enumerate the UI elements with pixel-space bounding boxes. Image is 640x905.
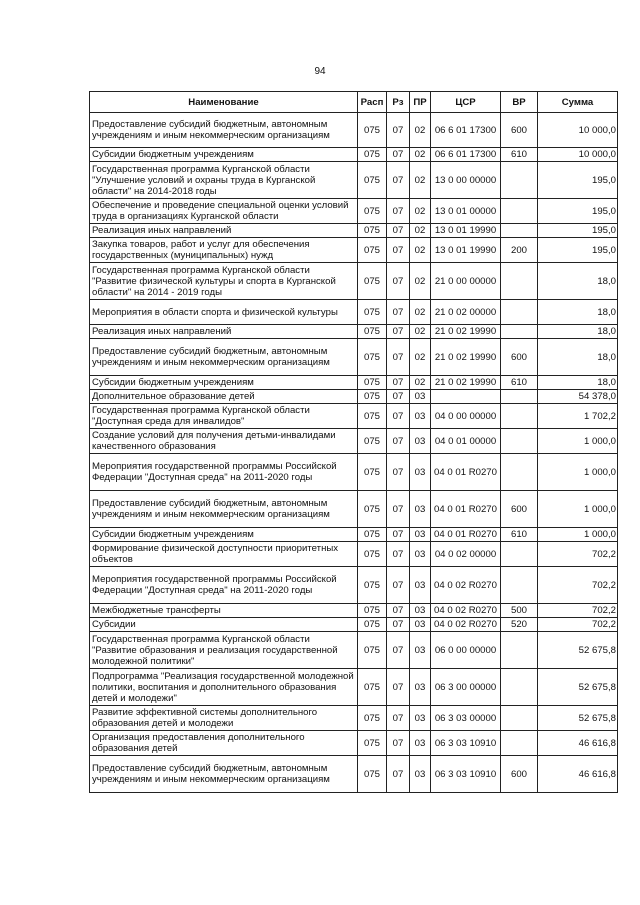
row-sum: 54 378,0	[538, 390, 618, 404]
row-rasp: 075	[358, 339, 387, 376]
table-row	[90, 224, 618, 238]
row-csr: 21 0 00 00000	[431, 263, 501, 300]
row-sum: 18,0	[538, 339, 618, 376]
row-name: Предоставление субсидий бюджетным, автономным учреждениям и иным некоммерческим организациям	[90, 491, 358, 528]
row-name: Реализация иных направлений	[90, 224, 358, 238]
row-rz: 07	[387, 454, 410, 491]
row-csr: 04 0 01 R0270	[431, 491, 501, 528]
row-pr: 02	[410, 339, 431, 376]
row-rasp: 075	[358, 528, 387, 542]
row-csr: 21 0 02 00000	[431, 300, 501, 325]
row-pr: 03	[410, 491, 431, 528]
row-vr	[501, 632, 538, 669]
row-rasp: 075	[358, 238, 387, 263]
row-rasp: 075	[358, 706, 387, 731]
row-rasp: 075	[358, 113, 387, 148]
table-row	[90, 429, 618, 454]
table-row	[90, 325, 618, 339]
table-row	[90, 632, 618, 669]
table-row	[90, 390, 618, 404]
row-name: Предоставление субсидий бюджетным, автономным учреждениям и иным некоммерческим организациям	[90, 113, 358, 148]
row-name: Предоставление субсидий бюджетным, автономным учреждениям и иным некоммерческим организациям	[90, 756, 358, 793]
row-csr: 04 0 01 R0270	[431, 528, 501, 542]
table-row	[90, 454, 618, 491]
row-rasp: 075	[358, 325, 387, 339]
table-row	[90, 238, 618, 263]
row-name: Подпрограмма "Реализация государственной молодежной политики, воспитания и дополнительного образования детей и молодежи"	[90, 669, 358, 706]
row-rz: 07	[387, 756, 410, 793]
row-sum: 52 675,8	[538, 706, 618, 731]
row-vr: 610	[501, 148, 538, 162]
row-sum: 702,2	[538, 604, 618, 618]
row-name: Государственная программа Курганской области "Улучшение условий и охраны труда в Курганской области" на 2014-2018 годы	[90, 162, 358, 199]
row-rz: 07	[387, 376, 410, 390]
header-vr: ВР	[501, 92, 538, 113]
header-rz: Рз	[387, 92, 410, 113]
row-vr: 520	[501, 618, 538, 632]
row-pr: 03	[410, 756, 431, 793]
table-row	[90, 618, 618, 632]
row-csr: 13 0 00 00000	[431, 162, 501, 199]
row-rz: 07	[387, 224, 410, 238]
row-sum: 1 000,0	[538, 528, 618, 542]
row-rz: 07	[387, 113, 410, 148]
row-pr: 02	[410, 224, 431, 238]
row-rz: 07	[387, 618, 410, 632]
row-vr: 600	[501, 491, 538, 528]
row-rasp: 075	[358, 756, 387, 793]
row-csr: 21 0 02 19990	[431, 339, 501, 376]
header-csr: ЦСР	[431, 92, 501, 113]
table-row	[90, 604, 618, 618]
row-pr: 03	[410, 429, 431, 454]
row-sum: 52 675,8	[538, 632, 618, 669]
row-name: Государственная программа Курганской области "Развитие образования и реализация государственной молодежной политики"	[90, 632, 358, 669]
row-vr: 600	[501, 756, 538, 793]
row-sum: 52 675,8	[538, 669, 618, 706]
row-rz: 07	[387, 300, 410, 325]
row-sum: 46 616,8	[538, 756, 618, 793]
row-sum: 10 000,0	[538, 113, 618, 148]
table-row	[90, 669, 618, 706]
table-header-row	[90, 92, 618, 113]
row-rasp: 075	[358, 404, 387, 429]
row-rasp: 075	[358, 731, 387, 756]
row-sum: 195,0	[538, 199, 618, 224]
row-csr: 06 3 03 10910	[431, 731, 501, 756]
row-pr: 02	[410, 199, 431, 224]
row-pr: 02	[410, 113, 431, 148]
budget-table	[89, 91, 618, 793]
table-row	[90, 300, 618, 325]
row-vr	[501, 429, 538, 454]
table-row	[90, 339, 618, 376]
row-csr: 04 0 02 R0270	[431, 604, 501, 618]
row-rz: 07	[387, 528, 410, 542]
table-row	[90, 404, 618, 429]
table-row	[90, 113, 618, 148]
row-sum: 18,0	[538, 376, 618, 390]
row-sum: 702,2	[538, 567, 618, 604]
table-row	[90, 706, 618, 731]
row-pr: 02	[410, 148, 431, 162]
row-name: Закупка товаров, работ и услуг для обеспечения государственных (муниципальных) нужд	[90, 238, 358, 263]
row-sum: 195,0	[538, 162, 618, 199]
row-rasp: 075	[358, 429, 387, 454]
header-rasp: Расп	[358, 92, 387, 113]
row-vr	[501, 390, 538, 404]
row-vr: 610	[501, 528, 538, 542]
row-rasp: 075	[358, 162, 387, 199]
row-sum: 1 702,2	[538, 404, 618, 429]
row-vr	[501, 162, 538, 199]
row-name: Субсидии	[90, 618, 358, 632]
row-sum: 18,0	[538, 300, 618, 325]
row-sum: 46 616,8	[538, 731, 618, 756]
row-name: Государственная программа Курганской области "Доступная среда для инвалидов"	[90, 404, 358, 429]
row-sum: 18,0	[538, 263, 618, 300]
row-vr	[501, 567, 538, 604]
table-row	[90, 263, 618, 300]
row-rasp: 075	[358, 390, 387, 404]
row-pr: 03	[410, 528, 431, 542]
table-row	[90, 756, 618, 793]
row-sum: 18,0	[538, 325, 618, 339]
row-name: Мероприятия в области спорта и физической культуры	[90, 300, 358, 325]
row-name: Обеспечение и проведение специальной оценки условий труда в организациях Курганской области	[90, 199, 358, 224]
table-row	[90, 528, 618, 542]
row-rz: 07	[387, 404, 410, 429]
row-name: Субсидии бюджетным учреждениям	[90, 148, 358, 162]
row-name: Организация предоставления дополнительного образования детей	[90, 731, 358, 756]
row-rz: 07	[387, 263, 410, 300]
row-pr: 02	[410, 238, 431, 263]
row-rz: 07	[387, 604, 410, 618]
row-rasp: 075	[358, 618, 387, 632]
row-name: Предоставление субсидий бюджетным, автономным учреждениям и иным некоммерческим организациям	[90, 339, 358, 376]
row-vr	[501, 263, 538, 300]
row-csr: 21 0 02 19990	[431, 376, 501, 390]
row-pr: 03	[410, 390, 431, 404]
row-vr	[501, 731, 538, 756]
row-csr: 06 6 01 17300	[431, 148, 501, 162]
row-csr: 04 0 02 R0270	[431, 618, 501, 632]
row-rz: 07	[387, 325, 410, 339]
row-pr: 02	[410, 162, 431, 199]
row-rasp: 075	[358, 491, 387, 528]
row-name: Субсидии бюджетным учреждениям	[90, 376, 358, 390]
row-rasp: 075	[358, 604, 387, 618]
table-row	[90, 199, 618, 224]
row-vr: 600	[501, 339, 538, 376]
row-rz: 07	[387, 162, 410, 199]
row-sum: 1 000,0	[538, 454, 618, 491]
table-row	[90, 731, 618, 756]
row-pr: 03	[410, 542, 431, 567]
row-csr: 13 0 01 19990	[431, 238, 501, 263]
row-pr: 03	[410, 731, 431, 756]
row-rz: 07	[387, 567, 410, 604]
row-name: Формирование физической доступности приоритетных объектов	[90, 542, 358, 567]
row-pr: 02	[410, 325, 431, 339]
row-sum: 1 000,0	[538, 491, 618, 528]
row-rz: 07	[387, 669, 410, 706]
table-row	[90, 376, 618, 390]
table-row	[90, 162, 618, 199]
row-pr: 03	[410, 454, 431, 491]
row-vr	[501, 325, 538, 339]
row-rasp: 075	[358, 632, 387, 669]
row-vr	[501, 224, 538, 238]
row-pr: 02	[410, 376, 431, 390]
row-rasp: 075	[358, 199, 387, 224]
row-rasp: 075	[358, 148, 387, 162]
row-vr: 600	[501, 113, 538, 148]
header-name: Наименование	[90, 92, 358, 113]
row-rz: 07	[387, 238, 410, 263]
row-csr: 06 0 00 00000	[431, 632, 501, 669]
row-csr: 04 0 01 00000	[431, 429, 501, 454]
row-csr: 06 3 03 00000	[431, 706, 501, 731]
row-csr: 04 0 01 R0270	[431, 454, 501, 491]
row-rz: 07	[387, 429, 410, 454]
row-sum: 702,2	[538, 542, 618, 567]
row-csr: 06 3 00 00000	[431, 669, 501, 706]
row-pr: 03	[410, 604, 431, 618]
row-csr	[431, 390, 501, 404]
row-sum: 195,0	[538, 224, 618, 238]
row-vr	[501, 199, 538, 224]
row-pr: 03	[410, 404, 431, 429]
row-pr: 03	[410, 567, 431, 604]
row-sum: 10 000,0	[538, 148, 618, 162]
table-row	[90, 567, 618, 604]
row-csr: 04 0 02 00000	[431, 542, 501, 567]
header-pr: ПР	[410, 92, 431, 113]
row-rasp: 075	[358, 542, 387, 567]
row-csr: 13 0 01 00000	[431, 199, 501, 224]
row-csr: 21 0 02 19990	[431, 325, 501, 339]
row-rasp: 075	[358, 376, 387, 390]
row-pr: 03	[410, 669, 431, 706]
row-name: Развитие эффективной системы дополнительного образования детей и молодежи	[90, 706, 358, 731]
row-name: Реализация иных направлений	[90, 325, 358, 339]
row-name: Мероприятия государственной программы Российской Федерации "Доступная среда" на 2011-2020 годы	[90, 454, 358, 491]
row-csr: 04 0 02 R0270	[431, 567, 501, 604]
row-rasp: 075	[358, 224, 387, 238]
row-vr: 500	[501, 604, 538, 618]
row-rz: 07	[387, 339, 410, 376]
row-csr: 06 3 03 10910	[431, 756, 501, 793]
row-sum: 702,2	[538, 618, 618, 632]
row-rasp: 075	[358, 454, 387, 491]
row-vr	[501, 454, 538, 491]
row-rasp: 075	[358, 263, 387, 300]
row-name: Дополнительное образование детей	[90, 390, 358, 404]
row-csr: 04 0 00 00000	[431, 404, 501, 429]
row-rz: 07	[387, 390, 410, 404]
row-vr	[501, 300, 538, 325]
row-name: Создание условий для получения детьми-инвалидами качественного образования	[90, 429, 358, 454]
row-csr: 06 6 01 17300	[431, 113, 501, 148]
row-name: Государственная программа Курганской области "Развитие физической культуры и спорта в Курганской области" на 2014 - 2019 годы	[90, 263, 358, 300]
row-pr: 03	[410, 632, 431, 669]
row-sum: 195,0	[538, 238, 618, 263]
row-pr: 02	[410, 263, 431, 300]
row-rz: 07	[387, 542, 410, 567]
page-number: 94	[314, 66, 326, 77]
row-rz: 07	[387, 491, 410, 528]
header-sum: Сумма	[538, 92, 618, 113]
row-rasp: 075	[358, 300, 387, 325]
row-name: Мероприятия государственной программы Российской Федерации "Доступная среда" на 2011-2020 годы	[90, 567, 358, 604]
table-row	[90, 148, 618, 162]
row-csr: 13 0 01 19990	[431, 224, 501, 238]
table-row	[90, 491, 618, 528]
row-vr	[501, 404, 538, 429]
table-row	[90, 542, 618, 567]
row-rasp: 075	[358, 567, 387, 604]
row-rz: 07	[387, 632, 410, 669]
row-pr: 02	[410, 300, 431, 325]
row-pr: 03	[410, 706, 431, 731]
row-vr	[501, 542, 538, 567]
row-vr	[501, 706, 538, 731]
row-vr: 610	[501, 376, 538, 390]
row-rasp: 075	[358, 669, 387, 706]
row-vr: 200	[501, 238, 538, 263]
row-vr	[501, 669, 538, 706]
row-sum: 1 000,0	[538, 429, 618, 454]
row-rz: 07	[387, 199, 410, 224]
row-pr: 03	[410, 618, 431, 632]
row-rz: 07	[387, 731, 410, 756]
row-name: Субсидии бюджетным учреждениям	[90, 528, 358, 542]
row-rz: 07	[387, 706, 410, 731]
row-rz: 07	[387, 148, 410, 162]
row-name: Межбюджетные трансферты	[90, 604, 358, 618]
